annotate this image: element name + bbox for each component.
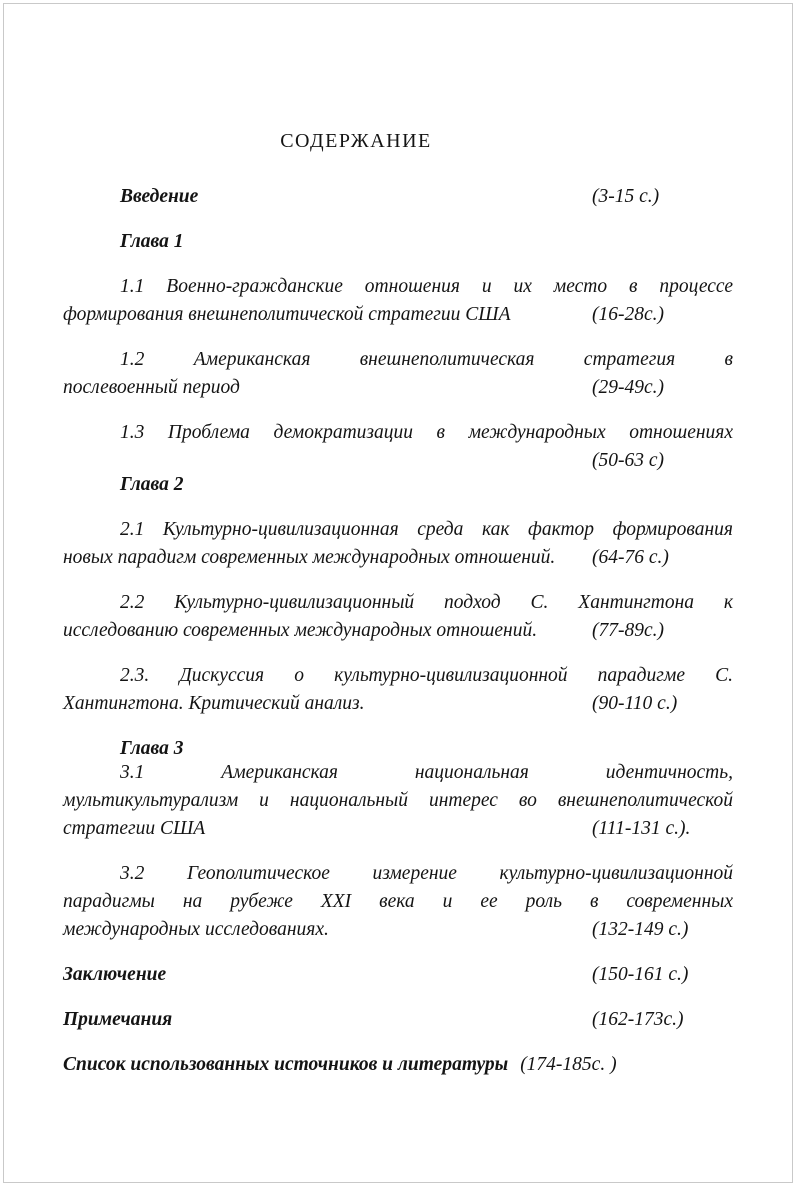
toc-entry: [63, 346, 733, 402]
toc-line: [63, 617, 733, 645]
toc-entry: [63, 662, 733, 718]
entry-text: формирования внешнеполитической стратегии США: [63, 304, 511, 325]
toc-line: [63, 916, 733, 944]
entry-text: исследованию современных международных отношений.: [63, 620, 538, 641]
entry-text: Глава 1: [120, 231, 184, 252]
toc-line: [63, 787, 733, 815]
entry-pages: (16-28с.): [592, 304, 665, 325]
toc-entry: [63, 1051, 733, 1079]
entry-text: новых парадигм современных международных отношений.: [63, 547, 556, 568]
toc-line: [63, 544, 733, 572]
entry-text: мультикультурализм и национальный интерес во внешнеполитической: [63, 790, 733, 811]
toc-entry: [63, 471, 733, 499]
toc-entry: [63, 228, 733, 256]
entry-pages: (132-149 с.): [592, 919, 689, 940]
toc-line: [63, 860, 733, 888]
entry-pages: (64-76 с.): [592, 547, 669, 568]
entry-text: послевоенный период: [63, 377, 240, 398]
toc-line: [63, 662, 733, 690]
toc-entries: [63, 183, 733, 1079]
entry-text: 1.2 Американская внешнеполитическая стратегия в: [120, 349, 733, 370]
entry-text: парадигмы на рубеже XXI века и ее роль в современных: [63, 891, 733, 912]
entry-pages: (50-63 с): [592, 450, 665, 471]
entry-text: 3.2 Геополитическое измерение культурно-цивилизационной: [120, 863, 733, 884]
entry-pages: (162-173с.): [592, 1009, 684, 1030]
toc-line: [63, 346, 733, 374]
entry-text: Введение: [120, 186, 199, 207]
toc-line: [63, 273, 733, 301]
entry-text: Хантингтона. Критический анализ.: [63, 693, 365, 714]
entry-text: 3.1 Американская национальная идентичность,: [120, 762, 733, 783]
toc-line: [63, 516, 733, 544]
entry-text: 2.3. Дискуссия о культурно-цивилизационной парадигме С.: [120, 665, 733, 686]
entry-pages: (77-89с.): [592, 620, 665, 641]
entry-text: 2.1 Культурно-цивилизационная среда как фактор формирования: [120, 519, 733, 540]
toc-line: [63, 1006, 733, 1034]
toc-line: [63, 228, 733, 256]
entry-pages: (90-110 с.): [592, 693, 678, 714]
toc-line: [63, 301, 733, 329]
toc-entry: [63, 1006, 733, 1034]
entry-text: Заключение: [63, 964, 167, 985]
toc-entry: [63, 860, 733, 944]
entry-text: Глава 3: [120, 738, 184, 759]
toc-entry: [63, 516, 733, 572]
entry-pages: (29-49с.): [592, 377, 665, 398]
entry-text: 2.2 Культурно-цивилизационный подход С. Хантингтона к: [120, 592, 733, 613]
entry-pages: (174-185с. ): [520, 1054, 617, 1075]
toc-line: [63, 759, 733, 787]
toc-entry: [63, 419, 733, 475]
entry-text: 1.1 Военно-гражданские отношения и их место в процессе: [120, 276, 733, 297]
toc-line: [63, 589, 733, 617]
entry-pages: (150-161 с.): [592, 964, 689, 985]
toc-entry: [63, 589, 733, 645]
toc-line: [63, 419, 733, 447]
entry-text: Примечания: [63, 1009, 173, 1030]
entry-text: Список использованных источников и литературы: [63, 1054, 509, 1075]
toc-content: [63, 0, 733, 1079]
entry-text: 1.3 Проблема демократизации в международных отношениях: [120, 422, 733, 443]
toc-line: [63, 1051, 733, 1079]
toc-line: [63, 471, 733, 499]
toc-entry: [63, 759, 733, 843]
toc-entry: [63, 961, 733, 989]
toc-line: [63, 888, 733, 916]
toc-line: [63, 961, 733, 989]
toc-line: [63, 183, 733, 211]
document-title: СОДЕРЖАНИЕ: [280, 130, 432, 152]
entry-text: Глава 2: [120, 474, 184, 495]
toc-entry: [63, 183, 733, 211]
entry-pages: (111-131 с.).: [592, 818, 691, 839]
toc-line: [63, 374, 733, 402]
entry-text: международных исследованиях.: [63, 919, 329, 940]
toc-line: [63, 690, 733, 718]
toc-line: [63, 815, 733, 843]
entry-pages: (3-15 с.): [592, 186, 660, 207]
entry-text: стратегии США: [63, 818, 206, 839]
toc-entry: [63, 273, 733, 329]
